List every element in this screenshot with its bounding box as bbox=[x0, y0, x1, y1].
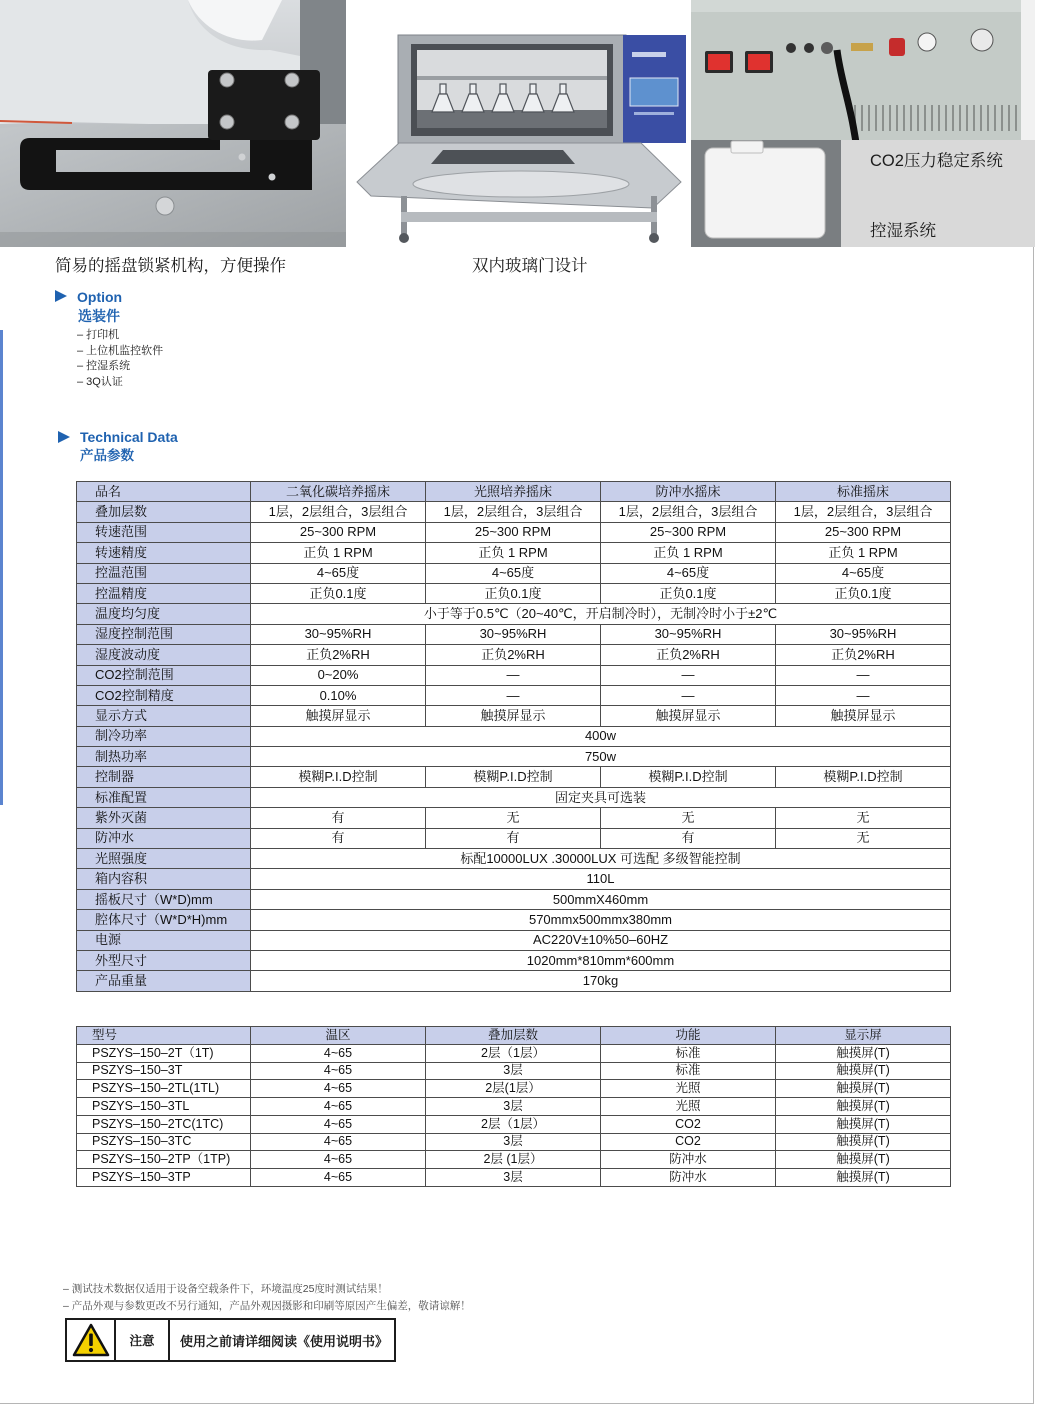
spec-label: 标准配置 bbox=[77, 787, 251, 807]
spec-value-merged: 570mmx500mmx380mm bbox=[251, 910, 951, 930]
spec-value: 正负2%RH bbox=[776, 645, 951, 665]
warning-icon bbox=[67, 1320, 116, 1360]
spec-label: 控制器 bbox=[77, 767, 251, 787]
spec-row bbox=[77, 645, 951, 665]
spec-value: 正负 1 RPM bbox=[776, 543, 951, 563]
spec-product-name: 光照培养摇床 bbox=[426, 482, 601, 502]
spec-label: 腔体尺寸（W*D*H)mm bbox=[77, 910, 251, 930]
spec-value: 30~95%RH bbox=[601, 624, 776, 644]
model-number: PSZYS–150–3T bbox=[77, 1062, 251, 1080]
model-cell: 3层 bbox=[426, 1133, 601, 1151]
spec-value: 触摸屏显示 bbox=[426, 706, 601, 726]
spec-value-merged: 小于等于0.5℃（20~40℃，开启制冷时），无制冷时小于±2℃ bbox=[251, 604, 951, 624]
spec-value: 正负 1 RPM bbox=[251, 543, 426, 563]
spec-value: 正负0.1度 bbox=[776, 583, 951, 603]
spec-value: 有 bbox=[426, 828, 601, 848]
model-row bbox=[77, 1133, 951, 1151]
spec-value: 无 bbox=[776, 828, 951, 848]
model-cell: 触摸屏(T) bbox=[776, 1062, 951, 1080]
spec-value: 1层，2层组合，3层组合 bbox=[426, 502, 601, 522]
model-cell: CO2 bbox=[601, 1133, 776, 1151]
model-number: PSZYS–150–3TC bbox=[77, 1133, 251, 1151]
spec-value: — bbox=[426, 685, 601, 705]
model-cell: 防冲水 bbox=[601, 1151, 776, 1169]
humidity-bottle-section bbox=[691, 140, 841, 247]
model-table bbox=[76, 1026, 951, 1187]
model-number: PSZYS–150–2TC(1TC) bbox=[77, 1115, 251, 1133]
spec-label: 箱内容积 bbox=[77, 869, 251, 889]
spec-label: 湿度控制范围 bbox=[77, 624, 251, 644]
model-cell: 触摸屏(T) bbox=[776, 1151, 951, 1169]
model-cell: 4~65 bbox=[251, 1098, 426, 1116]
red-switch bbox=[745, 51, 773, 73]
model-column-header: 型号 bbox=[77, 1027, 251, 1045]
model-cell: 4~65 bbox=[251, 1169, 426, 1187]
spec-value: 1层，2层组合，3层组合 bbox=[251, 502, 426, 522]
model-cell: 3层 bbox=[426, 1098, 601, 1116]
spec-value-merged: 170kg bbox=[251, 971, 951, 991]
spec-value: 模糊P.I.D控制 bbox=[776, 767, 951, 787]
model-cell: 防冲水 bbox=[601, 1169, 776, 1187]
photo-double-glass-door bbox=[351, 0, 686, 247]
model-cell: 3层 bbox=[426, 1169, 601, 1187]
footnote: – 测试技术数据仅适用于设备空载条件下，环境温度25度时测试结果！ bbox=[63, 1283, 388, 1295]
spec-value: 4~65度 bbox=[426, 563, 601, 583]
spec-row bbox=[77, 706, 951, 726]
spec-row bbox=[77, 726, 951, 746]
spec-value-merged: 110L bbox=[251, 869, 951, 889]
option-item: – 打印机 bbox=[77, 329, 120, 341]
option-item: – 3Q认证 bbox=[77, 375, 123, 388]
spec-value: 正负2%RH bbox=[601, 645, 776, 665]
model-cell: 4~65 bbox=[251, 1115, 426, 1133]
spec-value: 4~65度 bbox=[251, 563, 426, 583]
page-border-right bbox=[1033, 247, 1034, 1404]
model-cell: 3层 bbox=[426, 1062, 601, 1080]
screw bbox=[156, 197, 174, 215]
spec-value: 模糊P.I.D控制 bbox=[601, 767, 776, 787]
model-number: PSZYS–150–2T（1T) bbox=[77, 1044, 251, 1062]
spec-value: — bbox=[776, 685, 951, 705]
model-column-header: 温区 bbox=[251, 1027, 426, 1045]
model-cell: 触摸屏(T) bbox=[776, 1133, 951, 1151]
model-cell: 2层（1层） bbox=[426, 1115, 601, 1133]
spec-value-merged: 1020mm*810mm*600mm bbox=[251, 950, 951, 970]
spec-label: 摇板尺寸（W*D)mm bbox=[77, 889, 251, 909]
spec-header-label: 品名 bbox=[77, 482, 251, 502]
spec-row bbox=[77, 563, 951, 583]
spec-value: 有 bbox=[251, 828, 426, 848]
spec-label: 控温精度 bbox=[77, 583, 251, 603]
spec-label: 外型尺寸 bbox=[77, 950, 251, 970]
model-cell: 光照 bbox=[601, 1098, 776, 1116]
option-title-cn: 选装件 bbox=[78, 308, 120, 324]
page-edge-strip bbox=[0, 330, 3, 805]
spec-value: 30~95%RH bbox=[251, 624, 426, 644]
model-number: PSZYS–150–2TP（1TP) bbox=[77, 1151, 251, 1169]
spec-value: 30~95%RH bbox=[776, 624, 951, 644]
model-cell: 标准 bbox=[601, 1044, 776, 1062]
co2-system-label: CO2压力稳定系统 bbox=[870, 152, 1003, 170]
model-cell: 触摸屏(T) bbox=[776, 1098, 951, 1116]
spec-label: 控温范围 bbox=[77, 563, 251, 583]
control-panel bbox=[623, 35, 686, 143]
option-item: – 上位机监控软件 bbox=[77, 344, 164, 357]
spec-value: 触摸屏显示 bbox=[251, 706, 426, 726]
model-column-header: 功能 bbox=[601, 1027, 776, 1045]
model-cell: 2层(1层） bbox=[426, 1080, 601, 1098]
photo-co2-humidity-system bbox=[691, 0, 1035, 247]
red-switch bbox=[705, 51, 733, 73]
spec-row bbox=[77, 787, 951, 807]
spec-value-merged: 750w bbox=[251, 747, 951, 767]
spec-row bbox=[77, 849, 951, 869]
spec-value: 正负0.1度 bbox=[426, 583, 601, 603]
spec-label: CO2控制精度 bbox=[77, 685, 251, 705]
spec-row bbox=[77, 502, 951, 522]
spec-value: 正负 1 RPM bbox=[426, 543, 601, 563]
spec-label: 转速范围 bbox=[77, 522, 251, 542]
spec-label: 转速精度 bbox=[77, 543, 251, 563]
spec-row bbox=[77, 543, 951, 563]
spec-value: 模糊P.I.D控制 bbox=[251, 767, 426, 787]
model-cell: 2层（1层） bbox=[426, 1044, 601, 1062]
model-column-header: 显示屏 bbox=[776, 1027, 951, 1045]
spec-value: 有 bbox=[251, 808, 426, 828]
spec-row bbox=[77, 747, 951, 767]
spec-label: 显示方式 bbox=[77, 706, 251, 726]
page-border-bottom bbox=[0, 1403, 1034, 1404]
spec-value: 正负0.1度 bbox=[251, 583, 426, 603]
spec-value: 正负0.1度 bbox=[601, 583, 776, 603]
spec-row bbox=[77, 971, 951, 991]
spec-value: 25~300 RPM bbox=[601, 522, 776, 542]
spec-value: 0.10% bbox=[251, 685, 426, 705]
spec-label: 电源 bbox=[77, 930, 251, 950]
pressure-gauge bbox=[918, 33, 936, 51]
spec-value: 无 bbox=[426, 808, 601, 828]
spec-row bbox=[77, 685, 951, 705]
option-list bbox=[77, 328, 163, 390]
spec-value-merged: 500mmX460mm bbox=[251, 889, 951, 909]
model-cell: 触摸屏(T) bbox=[776, 1169, 951, 1187]
spec-value: 25~300 RPM bbox=[426, 522, 601, 542]
model-cell: 4~65 bbox=[251, 1133, 426, 1151]
spec-row bbox=[77, 828, 951, 848]
incubator-body bbox=[398, 35, 626, 143]
caption-glass-door: 双内玻璃门设计 bbox=[472, 257, 588, 275]
option-title-en: Option bbox=[77, 289, 123, 305]
spec-value: 25~300 RPM bbox=[251, 522, 426, 542]
spec-table bbox=[76, 481, 951, 992]
spec-value: — bbox=[601, 685, 776, 705]
spec-label: 湿度波动度 bbox=[77, 645, 251, 665]
spec-product-name: 二氧化碳培养摇床 bbox=[251, 482, 426, 502]
co2-humidity-illustration bbox=[691, 0, 1035, 247]
model-cell: 2层 (1层） bbox=[426, 1151, 601, 1169]
humidity-system-label: 控湿系统 bbox=[870, 222, 936, 240]
spec-value-merged: 固定夹具可选装 bbox=[251, 787, 951, 807]
technical-title-en: Technical Data bbox=[80, 429, 178, 445]
spec-value: 1层，2层组合，3层组合 bbox=[601, 502, 776, 522]
model-cell: 光照 bbox=[601, 1080, 776, 1098]
model-header-row bbox=[77, 1027, 951, 1045]
spec-row bbox=[77, 624, 951, 644]
spec-row bbox=[77, 950, 951, 970]
model-row bbox=[77, 1062, 951, 1080]
shaker-plate-lock-illustration bbox=[0, 0, 346, 247]
spec-value: 触摸屏显示 bbox=[601, 706, 776, 726]
spec-label: 光照强度 bbox=[77, 849, 251, 869]
spec-value: 0~20% bbox=[251, 665, 426, 685]
spec-label: 制冷功率 bbox=[77, 726, 251, 746]
spec-value-merged: AC220V±10%50–60HZ bbox=[251, 930, 951, 950]
vent-grille bbox=[851, 98, 1019, 134]
spec-label: 温度均匀度 bbox=[77, 604, 251, 624]
spec-label: 叠加层数 bbox=[77, 502, 251, 522]
spec-label: 紫外灭菌 bbox=[77, 808, 251, 828]
model-row bbox=[77, 1098, 951, 1116]
spec-header-row bbox=[77, 482, 951, 502]
photo-shaker-plate-lock bbox=[0, 0, 346, 247]
spec-value: 正负2%RH bbox=[426, 645, 601, 665]
spec-value: 无 bbox=[601, 808, 776, 828]
spec-product-name: 标准摇床 bbox=[776, 482, 951, 502]
notice-label: 注意 bbox=[116, 1320, 170, 1360]
spec-label: CO2控制范围 bbox=[77, 665, 251, 685]
spec-row bbox=[77, 869, 951, 889]
model-column-header: 叠加层数 bbox=[426, 1027, 601, 1045]
model-row bbox=[77, 1151, 951, 1169]
spec-value: 有 bbox=[601, 828, 776, 848]
spec-value: — bbox=[776, 665, 951, 685]
spec-row bbox=[77, 910, 951, 930]
spec-value: 正负2%RH bbox=[251, 645, 426, 665]
model-row bbox=[77, 1169, 951, 1187]
model-cell: 4~65 bbox=[251, 1062, 426, 1080]
spec-row bbox=[77, 767, 951, 787]
spec-value-merged: 400w bbox=[251, 726, 951, 746]
footnote: – 产品外观与参数更改不另行通知，产品外观因摄影和印刷等原因产生偏差，敬请谅解！ bbox=[63, 1300, 471, 1312]
spec-value-merged: 标配10000LUX .30000LUX 可选配 多级智能控制 bbox=[251, 849, 951, 869]
clamp-block bbox=[208, 70, 320, 140]
spec-row bbox=[77, 583, 951, 603]
spec-value: 模糊P.I.D控制 bbox=[426, 767, 601, 787]
spec-value: 无 bbox=[776, 808, 951, 828]
model-row bbox=[77, 1044, 951, 1062]
model-number: PSZYS–150–3TL bbox=[77, 1098, 251, 1116]
model-cell: 4~65 bbox=[251, 1080, 426, 1098]
spec-value: 1层，2层组合，3层组合 bbox=[776, 502, 951, 522]
model-number: PSZYS–150–3TP bbox=[77, 1169, 251, 1187]
spec-row bbox=[77, 604, 951, 624]
spec-row bbox=[77, 930, 951, 950]
model-cell: CO2 bbox=[601, 1115, 776, 1133]
spec-label: 防冲水 bbox=[77, 828, 251, 848]
incubator-shaker-illustration bbox=[351, 0, 686, 247]
spec-product-name: 防冲水摇床 bbox=[601, 482, 776, 502]
spec-value: — bbox=[426, 665, 601, 685]
section-marker-icon bbox=[55, 290, 67, 302]
section-marker-icon bbox=[58, 431, 70, 443]
model-cell: 触摸屏(T) bbox=[776, 1080, 951, 1098]
model-cell: 4~65 bbox=[251, 1151, 426, 1169]
spec-value: 4~65度 bbox=[601, 563, 776, 583]
spec-value: 触摸屏显示 bbox=[776, 706, 951, 726]
spec-row bbox=[77, 808, 951, 828]
spec-row bbox=[77, 665, 951, 685]
spec-row bbox=[77, 889, 951, 909]
model-number: PSZYS–150–2TL(1TL) bbox=[77, 1080, 251, 1098]
spec-value: — bbox=[601, 665, 776, 685]
spec-value: 30~95%RH bbox=[426, 624, 601, 644]
model-row bbox=[77, 1115, 951, 1133]
notice-text: 使用之前请详细阅读《使用说明书》 bbox=[180, 1333, 389, 1349]
model-cell: 触摸屏(T) bbox=[776, 1115, 951, 1133]
spec-label: 制热功率 bbox=[77, 747, 251, 767]
model-cell: 4~65 bbox=[251, 1044, 426, 1062]
caption-lock-mechanism: 简易的摇盘锁紧机构，方便操作 bbox=[55, 257, 286, 275]
notice-box bbox=[65, 1318, 396, 1362]
pressure-gauge bbox=[971, 29, 993, 51]
model-cell: 触摸屏(T) bbox=[776, 1044, 951, 1062]
model-cell: 标准 bbox=[601, 1062, 776, 1080]
spec-value: 25~300 RPM bbox=[776, 522, 951, 542]
spec-value: 正负 1 RPM bbox=[601, 543, 776, 563]
spec-value: 4~65度 bbox=[776, 563, 951, 583]
technical-title-cn: 产品参数 bbox=[80, 448, 134, 463]
option-item: – 控湿系统 bbox=[77, 360, 131, 372]
spec-row bbox=[77, 522, 951, 542]
spec-label: 产品重量 bbox=[77, 971, 251, 991]
model-row bbox=[77, 1080, 951, 1098]
